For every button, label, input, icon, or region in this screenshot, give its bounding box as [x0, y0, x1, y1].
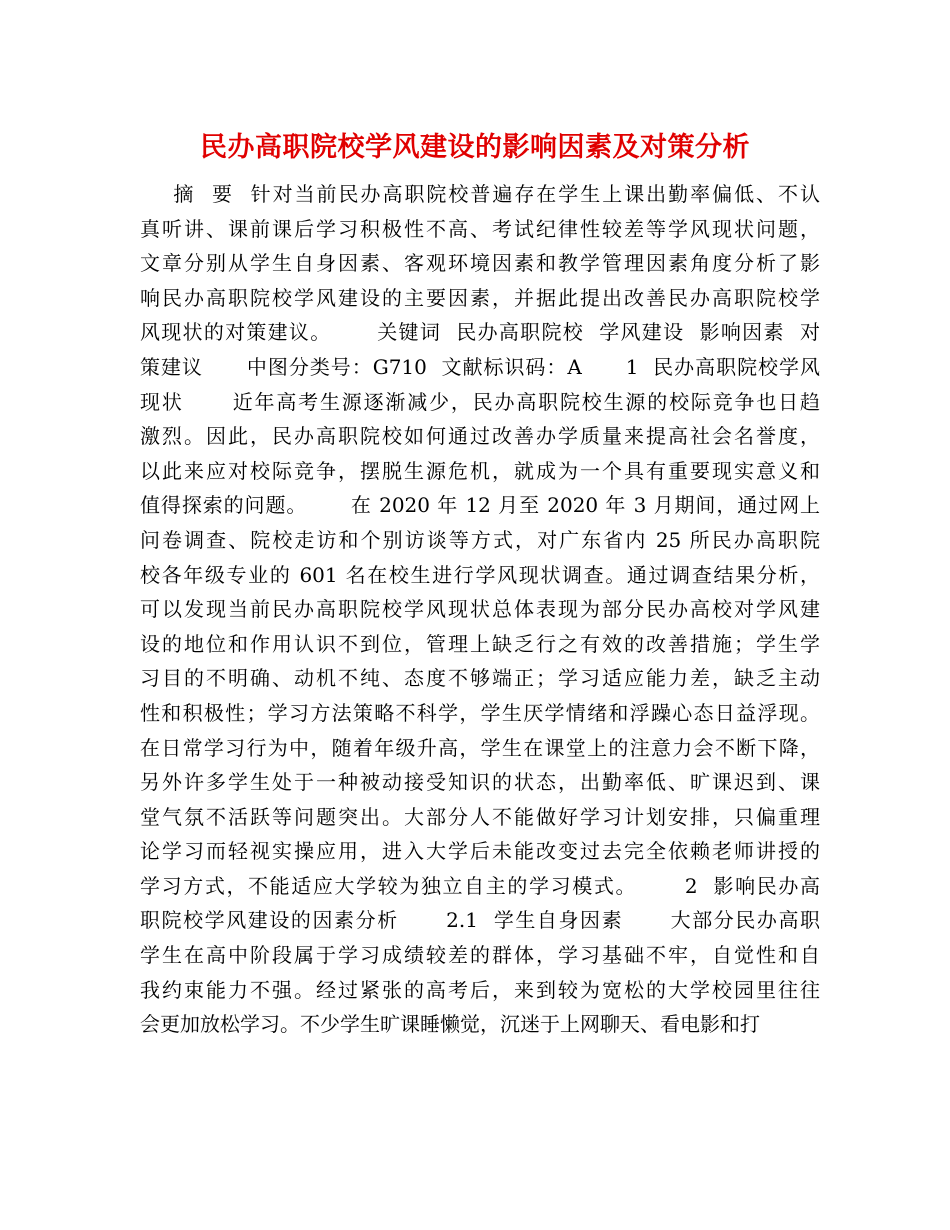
body-line: 激烈。因此，民办高职院校如何通过改善办学质量来提高社会名誉度， [140, 424, 820, 449]
body-line: 职院校学风建设的因素分析 2.1 学生自身因素 大部分民办高职 [140, 908, 820, 933]
body-line: 响民办高职院校学风建设的主要因素，并据此提出改善民办高职院校学 [140, 285, 820, 310]
body-line: 真听讲、课前课后学习积极性不高、考试纪律性较差等学风现状问题， [140, 216, 820, 241]
body-line: 值得探索的问题。 在 2020 年 12 月至 2020 年 3 月期间，通过网上 [140, 493, 820, 518]
body-line: 以此来应对校际竞争，摆脱生源危机，就成为一个具有重要现实意义和 [140, 458, 820, 483]
body-line: 学生在高中阶段属于学习成绩较差的群体，学习基础不牢，自觉性和自 [140, 943, 820, 968]
body-line: 我约束能力不强。经过紧张的高考后，来到较为宽松的大学校园里往往 [140, 977, 820, 1002]
document-title: 民办高职院校学风建设的影响因素及对策分析 [200, 132, 750, 163]
body-line: 在日常学习行为中，随着年级升高，学生在课堂上的注意力会不断下降， [140, 735, 820, 760]
body-line: 摘 要 针对当前民办高职院校普遍存在学生上课出勤率偏低、不认 [140, 182, 820, 206]
document-body [140, 177, 820, 1042]
body-line: 问卷调查、院校走访和个别访谈等方式，对广东省内 25 所民办高职院 [140, 527, 820, 552]
body-line: 论学习而轻视实操应用，进入大学后未能改变过去完全依赖老师讲授的 [140, 839, 820, 864]
body-line: 性和积极性；学习方法策略不科学，学生厌学情绪和浮躁心态日益浮现。 [140, 700, 820, 725]
body-line: 堂气氛不活跃等问题突出。大部分人不能做好学习计划安排，只偏重理 [140, 804, 820, 829]
body-line: 现状 近年高考生源逐渐减少，民办高职院校生源的校际竞争也日趋 [140, 389, 820, 414]
body-line: 学习方式，不能适应大学较为独立自主的学习模式。 2 影响民办高 [140, 873, 820, 898]
body-line: 校各年级专业的 601 名在校生进行学风现状调查。通过调查结果分析， [140, 562, 820, 587]
body-line: 另外许多学生处于一种被动接受知识的状态，出勤率低、旷课迟到、课 [140, 770, 820, 795]
body-line: 文章分别从学生自身因素、客观环境因素和教学管理因素角度分析了影 [140, 251, 820, 276]
body-line: 会更加放松学习。不少学生旷课睡懒觉，沉迷于上网聊天、看电影和打 [140, 1012, 760, 1037]
body-line: 风现状的对策建议。 关键词 民办高职院校 学风建设 影响因素 对 [140, 320, 820, 345]
body-line: 设的地位和作用认识不到位，管理上缺乏行之有效的改善措施；学生学 [140, 631, 820, 656]
body-line: 习目的不明确、动机不纯、态度不够端正；学习适应能力差，缺乏主动 [140, 666, 820, 691]
body-line: 可以发现当前民办高职院校学风现状总体表现为部分民办高校对学风建 [140, 597, 820, 622]
body-line: 策建议 中图分类号：G710 文献标识码：A 1 民办高职院校学风 [140, 354, 820, 379]
